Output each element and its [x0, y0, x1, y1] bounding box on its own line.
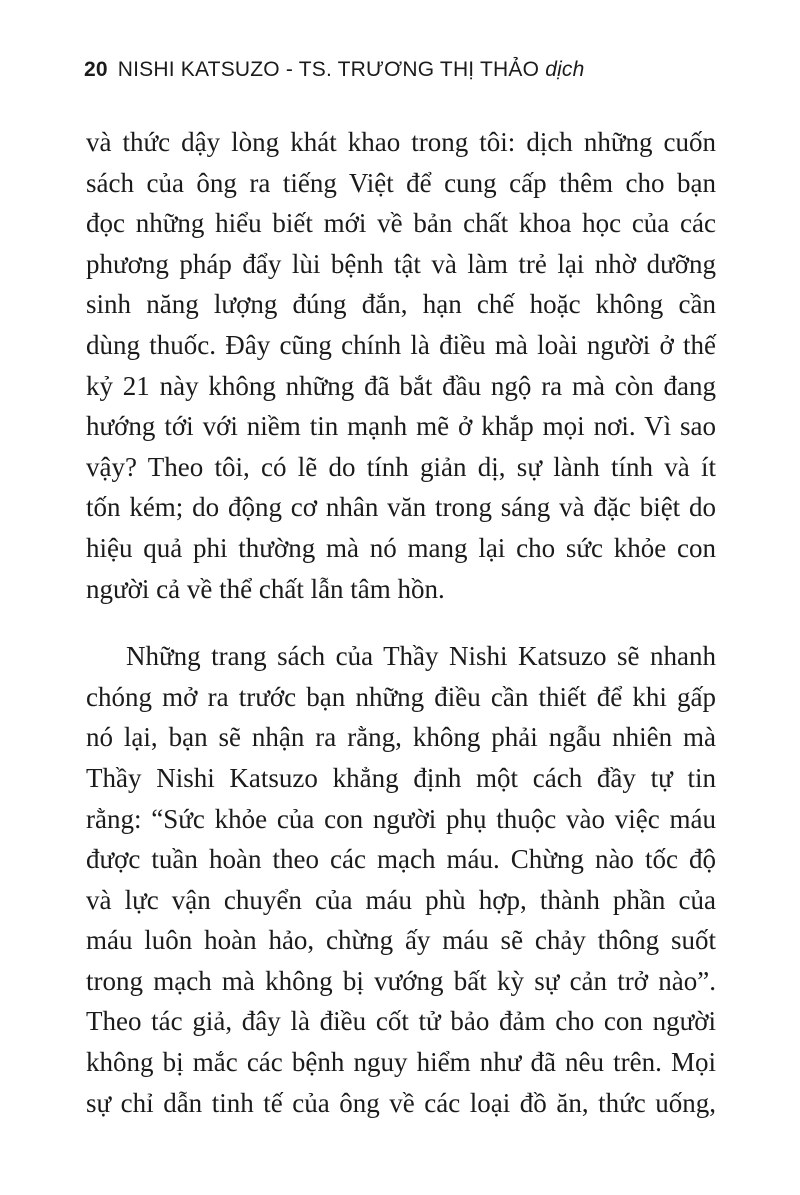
text-line: người cả về thể chất lẫn tâm hồn.	[86, 573, 445, 604]
page-number: 20	[84, 58, 108, 81]
text-line: vậy? Theo tôi, có lẽ do tính giản dị, sự lành tính và ít	[86, 451, 716, 482]
paragraph-2	[86, 636, 716, 1123]
text-line: máu luôn hoàn hảo, chừng ấy máu sẽ chảy thông suốt	[86, 925, 716, 956]
text-line: hướng tới với niềm tin mạnh mẽ ở khắp mọi nơi. Vì sao	[86, 411, 716, 442]
text-line: sự chỉ dẫn tinh tế của ông về các loại đồ ăn, thức uống,	[86, 1087, 716, 1118]
text-line: kỷ 21 này không những đã bắt đầu ngộ ra mà còn đang	[86, 370, 716, 401]
text-line: tốn kém; do động cơ nhân văn trong sáng và đặc biệt do	[86, 492, 716, 523]
text-line: Thầy Nishi Katsuzo khẳng định một cách đầy tự tin	[86, 762, 716, 793]
header-authors: NISHI KATSUZO - TS. TRƯƠNG THỊ THẢO	[117, 58, 540, 81]
text-line: và lực vận chuyển của máu phù hợp, thành phần của	[86, 884, 716, 915]
paragraph-spacing	[86, 609, 716, 636]
text-line: rằng: “Sức khỏe của con người phụ thuộc vào việc máu	[86, 803, 716, 834]
body-text	[86, 122, 716, 1123]
text-line: sách của ông ra tiếng Việt để cung cấp thêm cho bạn	[86, 167, 716, 198]
text-line: hiệu quả phi thường mà nó mang lại cho sức khỏe con	[86, 532, 716, 563]
text-line: nó lại, bạn sẽ nhận ra rằng, không phải ngẫu nhiên mà	[86, 722, 716, 753]
text-line: Theo tác giả, đây là điều cốt tử bảo đảm cho con người	[86, 1006, 716, 1037]
header-translator-note: dịch	[545, 58, 585, 81]
text-line: được tuần hoàn theo các mạch máu. Chừng nào tốc độ	[86, 844, 716, 875]
text-line: sinh năng lượng đúng đắn, hạn chế hoặc không cần	[86, 289, 716, 320]
text-line: phương pháp đẩy lùi bệnh tật và làm trẻ lại nhờ dưỡng	[86, 248, 716, 279]
text-line: chóng mở ra trước bạn những điều cần thiết để khi gấp	[86, 681, 716, 712]
text-line: và thức dậy lòng khát khao trong tôi: dịch những cuốn	[86, 127, 716, 157]
text-line: Những trang sách của Thầy Nishi Katsuzo sẽ nhanh	[126, 641, 716, 672]
text-line: không bị mắc các bệnh nguy hiểm như đã nêu trên. Mọi	[86, 1047, 716, 1078]
text-line: đọc những hiểu biết mới về bản chất khoa học của các	[86, 208, 716, 239]
text-line: dùng thuốc. Đây cũng chính là điều mà loài người ở thế	[86, 329, 716, 360]
text-line: trong mạch mà không bị vướng bất kỳ sự cản trở nào”.	[86, 965, 716, 996]
running-header	[84, 58, 585, 82]
paragraph-1	[86, 122, 716, 609]
